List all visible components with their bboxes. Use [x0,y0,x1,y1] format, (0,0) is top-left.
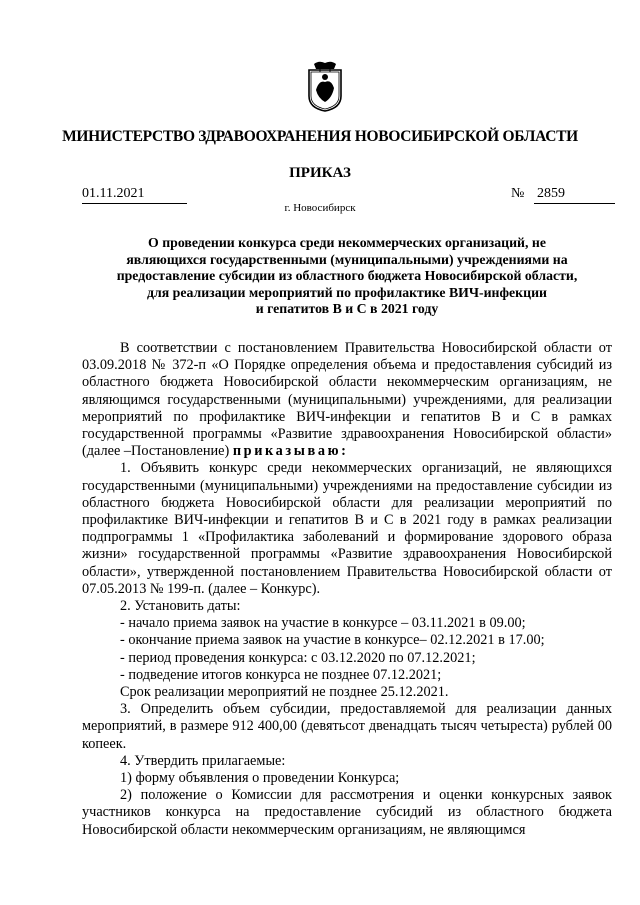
date-item-1: - начало приема заявок на участие в конкурсе – 03.11.2021 в 09.00; [120,615,526,632]
paragraph-1: 1. Объявить конкурс среди некоммерческих организаций, не являющихся государственными (муниципальными) учреждениями на предоставление субсидии из областного бюджета Новосибирской области для реализации мероприятий по профилактике ВИЧ-инфекции и гепатитов В и С в 2021 году в рамках реализации подпрограммы 1 «Профилактика заболеваний и формирование здорового образа жизни» государственной программы «Развитие здравоохранения Новосибирской области», утвержденной постановлением Правительства Новосибирской области от 07.05.2013 № 199-п. (далее – Конкурс). [82,460,612,597]
order-subject [82,235,612,318]
order-number-label: № [511,186,525,201]
order-word: приказываю: [232,443,349,460]
subject-line: О проведении конкурса среди некоммерческих организаций, не [148,235,546,250]
order-date: 01.11.2021 [82,186,187,204]
preamble-paragraph [82,340,612,460]
subject-line: и гепатитов В и С в 2021 году [255,301,439,316]
date-item-4: - подведение итогов конкурса не позднее 07.12.2021; [120,666,442,683]
paragraph-4-item-2: 2) положение о Комиссии для рассмотрения и оценки конкурсных заявок участников конкурса на предоставление субсидий из областного бюджета Новосибирской области некоммерческим организациям, не являющимся [82,787,612,838]
subject-line: являющихся государственными (муниципальными) учреждениями на [126,251,568,267]
city: г. Новосибирск [284,202,356,214]
subject-line: предоставление субсидии из областного бюджета Новосибирской области, [116,268,578,283]
paragraph-4-item-1: 1) форму объявления о проведении Конкурса; [120,770,400,787]
preamble-text: В соответствии с постановлением Правительства Новосибирской области от 03.09.2018 № 372-п «О Порядке определения объема и предоставления субсидий из областного бюджета Новосибирской области некоммерческим организациям, не являющимся государственными (муниципальными) учреждениями, для реализации мероприятий по профилактике ВИЧ-инфекции и гепатитов В и С в рамках государственной программы «Развитие здравоохранения Новосибирской области» (далее –Постановление) [82,340,612,460]
date-item-2: - окончание приема заявок на участие в конкурсе– 02.12.2021 в 17.00; [120,632,545,649]
paragraph-2: 2. Установить даты: [120,598,241,615]
subject-line: для реализации мероприятий по профилактике ВИЧ-инфекции [147,284,547,300]
order-number: 2859 [534,186,615,204]
paragraph-3: 3. Определить объем субсидии, предоставляемой для реализации данных мероприятий, в размере 912 400,00 (девятьсот двенадцать тысяч четыреста) рублей 00 копеек. [82,701,612,752]
order-title: ПРИКАЗ [289,165,351,181]
order-body [82,340,612,839]
deadline-line: Срок реализации мероприятий не позднее 25.12.2021. [120,684,449,701]
date-item-3: - период проведения конкурса: с 03.12.2020 по 07.12.2021; [120,649,476,666]
paragraph-4: 4. Утвердить прилагаемые: [120,752,286,769]
coat-of-arms-icon [305,60,345,112]
ministry-name: МИНИСТЕРСТВО ЗДРАВООХРАНЕНИЯ НОВОСИБИРСКОЙ ОБЛАСТИ [62,128,578,145]
